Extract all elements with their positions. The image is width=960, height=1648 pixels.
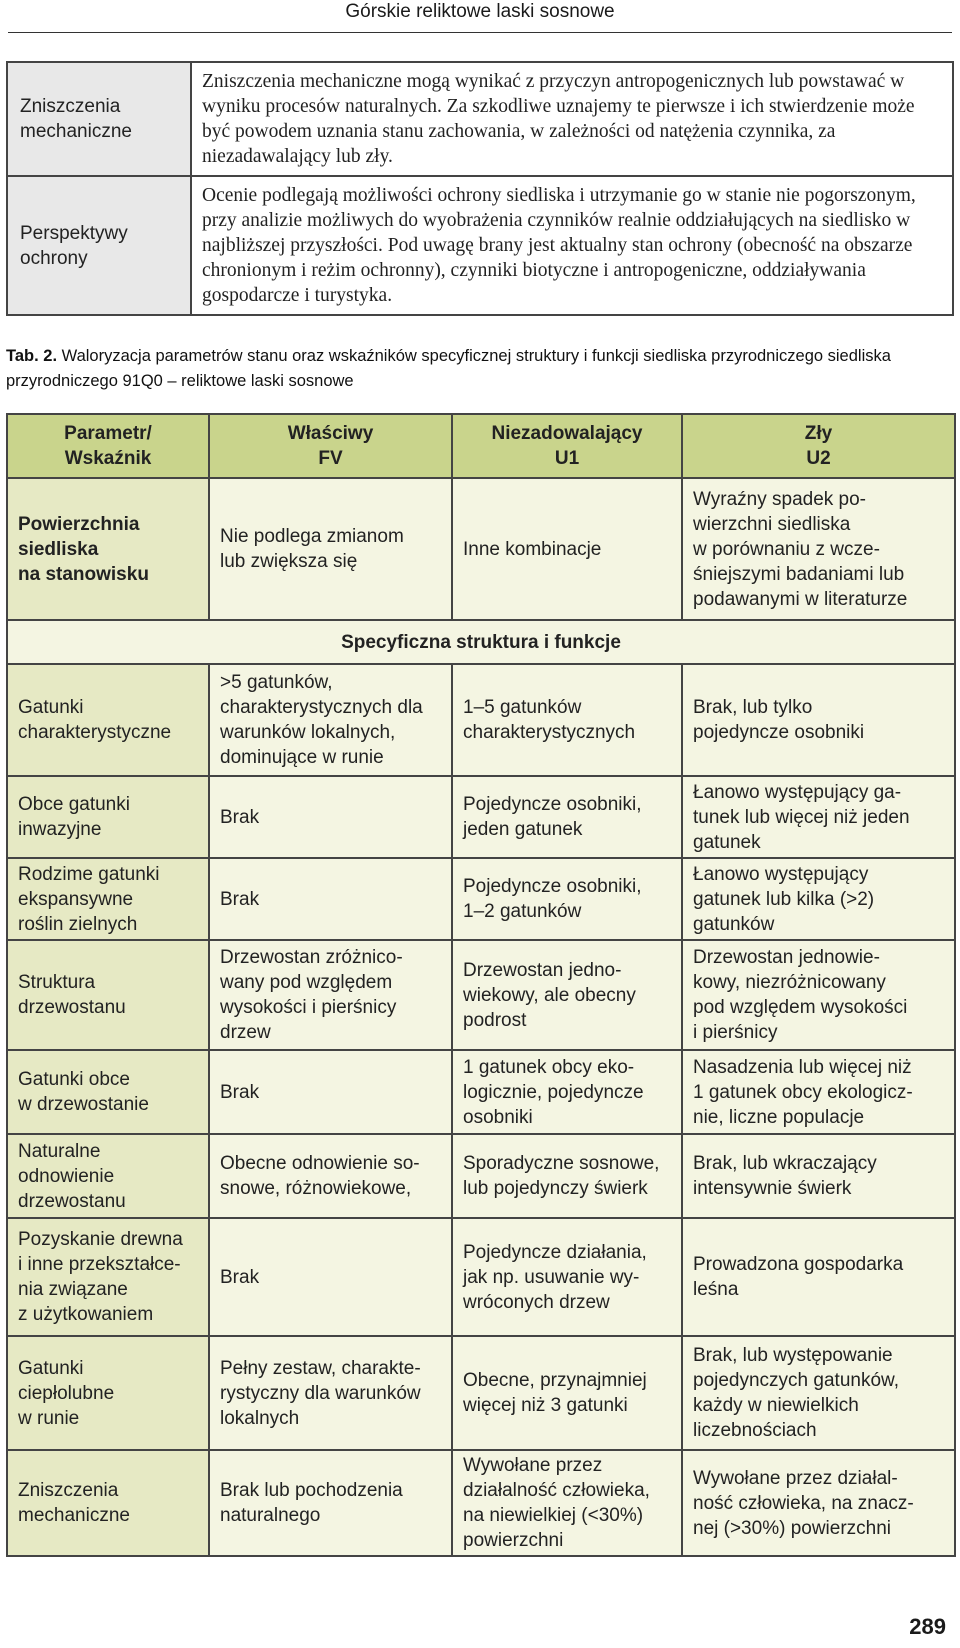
running-header: Górskie reliktowe laski sosnowe (345, 1, 615, 22)
fv-cell: Pełny zestaw, charakte- rystyczny dla warunków lokalnych (209, 1336, 452, 1450)
caption-label: Tab. 2. (6, 347, 58, 365)
table-row (7, 1134, 955, 1218)
table-row (7, 62, 953, 176)
parameter-cell: Gatunki ciepłolubne w runie (7, 1336, 209, 1450)
table-row (7, 940, 955, 1050)
header-parameter: Parametr/ Wskaźnik (7, 414, 209, 478)
fv-cell: Drzewostan zróżnico- wany pod względem wysokości i pierśnicy drzew (209, 940, 452, 1050)
valuation-table (6, 413, 956, 1557)
row-text: Zniszczenia mechaniczne mogą wynikać z przyczyn antropogenicznych lub powstawać w wyniku procesów naturalnych. Za szkodliwe uznajemy te pierwsze i ich stwierdzenie może być powodem uznania stanu zachowania, w zależności od natężenia czynnika, za niezadawalający lub zły. (191, 62, 953, 176)
fv-cell: Brak (209, 1218, 452, 1336)
u2-cell: Łanowo występujący gatunek lub kilka (>2) gatunków (682, 858, 955, 940)
fv-cell: Brak (209, 776, 452, 858)
page-number: 289 (909, 1614, 946, 1639)
fv-cell: Brak (209, 1050, 452, 1134)
u2-cell: Wywołane przez działal- ność człowieka, na znacz- nej (>30%) powierzchni (682, 1450, 955, 1556)
continuation-table (6, 61, 954, 316)
parameter-cell: Naturalne odnowienie drzewostanu (7, 1134, 209, 1218)
fv-cell: Brak lub pochodzenia naturalnego (209, 1450, 452, 1556)
u2-cell: Brak, lub tylko pojedyncze osobniki (682, 664, 955, 776)
header-rule (8, 32, 952, 33)
table-row (7, 1450, 955, 1556)
table-row (7, 1336, 955, 1450)
u2-cell: Łanowo występujący ga- tunek lub więcej niż jeden gatunek (682, 776, 955, 858)
fv-cell: Brak (209, 858, 452, 940)
parameter-cell: Rodzime gatunki ekspansywne roślin zielnych (7, 858, 209, 940)
u2-cell: Prowadzona gospodarka leśna (682, 1218, 955, 1336)
header-u2: Zły U2 (682, 414, 955, 478)
u2-cell: Nasadzenia lub więcej niż 1 gatunek obcy ekologicz- nie, liczne populacje (682, 1050, 955, 1134)
u2-cell: Wyraźny spadek po- wierzchni siedliska w porównaniu z wcze- śniejszymi badaniami lub podawanymi w literaturze (682, 478, 955, 620)
u2-cell: Brak, lub wkraczający intensywnie świerk (682, 1134, 955, 1218)
fv-cell: Nie podlega zmianom lub zwiększa się (209, 478, 452, 620)
u1-cell: Inne kombinacje (452, 478, 682, 620)
fv-cell: >5 gatunków, charakterystycznych dla warunków lokalnych, dominujące w runie (209, 664, 452, 776)
row-label: Zniszczenia mechaniczne (7, 62, 191, 176)
parameter-cell: Powierzchnia siedliska na stanowisku (7, 478, 209, 620)
parameter-cell: Pozyskanie drewna i inne przekształce- nia związane z użytkowaniem (7, 1218, 209, 1336)
fv-cell: Obecne odnowienie so- snowe, różnowiekowe, (209, 1134, 452, 1218)
parameter-cell: Zniszczenia mechaniczne (7, 1450, 209, 1556)
u1-cell: Pojedyncze osobniki, 1–2 gatunków (452, 858, 682, 940)
u1-cell: Drzewostan jedno- wiekowy, ale obecny podrost (452, 940, 682, 1050)
table-row (7, 478, 955, 620)
table-row (7, 858, 955, 940)
u1-cell: 1 gatunek obcy eko- logicznie, pojedyncze osobniki (452, 1050, 682, 1134)
u1-cell: Pojedyncze działania, jak np. usuwanie wy- wróconych drzew (452, 1218, 682, 1336)
table-row (7, 1050, 955, 1134)
table-row (7, 776, 955, 858)
parameter-cell: Obce gatunki inwazyjne (7, 776, 209, 858)
row-text: Ocenie podlegają możliwości ochrony siedliska i utrzymanie go w stanie nie pogorszonym, przy analizie możliwych do wyobrażenia czynników realnie oddziałujących na siedlisko w najbliższej przyszłości. Pod uwagę brany jest aktualny stan ochrony (obecność na obszarze chronionym i reżim ochronny), czynniki biotyczne i antropogeniczne, oddziaływania gospodarcze i turystyka. (191, 176, 953, 315)
u1-cell: Pojedyncze osobniki, jeden gatunek (452, 776, 682, 858)
u1-cell: Wywołane przez działalność człowieka, na niewielkiej (<30%) powierzchni (452, 1450, 682, 1556)
table-row (7, 176, 953, 315)
u1-cell: Obecne, przynajmniej więcej niż 3 gatunki (452, 1336, 682, 1450)
row-label: Perspektywy ochrony (7, 176, 191, 315)
u1-cell: Sporadyczne sosnowe, lub pojedynczy świerk (452, 1134, 682, 1218)
parameter-cell: Struktura drzewostanu (7, 940, 209, 1050)
u1-cell: 1–5 gatunków charakterystycznych (452, 664, 682, 776)
header-fv: Właściwy FV (209, 414, 452, 478)
caption-text: Waloryzacja parametrów stanu oraz wskaźników specyficznej struktury i funkcji siedliska przyrodniczego siedliska przyrodniczego 91Q0 – reliktowe laski sosnowe (6, 347, 891, 390)
table-row (7, 664, 955, 776)
parameter-cell: Gatunki charakterystyczne (7, 664, 209, 776)
u2-cell: Drzewostan jednowie- kowy, niezróżnicowany pod względem wysokości i pierśnicy (682, 940, 955, 1050)
parameter-cell: Gatunki obce w drzewostanie (7, 1050, 209, 1134)
section-row (7, 620, 955, 664)
header-u1: Niezadowalający U1 (452, 414, 682, 478)
table-header-row (7, 414, 955, 478)
table-caption (6, 344, 956, 394)
section-title: Specyficzna struktura i funkcje (7, 620, 955, 664)
table-row (7, 1218, 955, 1336)
u2-cell: Brak, lub występowanie pojedynczych gatunków, każdy w niewielkich liczebnościach (682, 1336, 955, 1450)
